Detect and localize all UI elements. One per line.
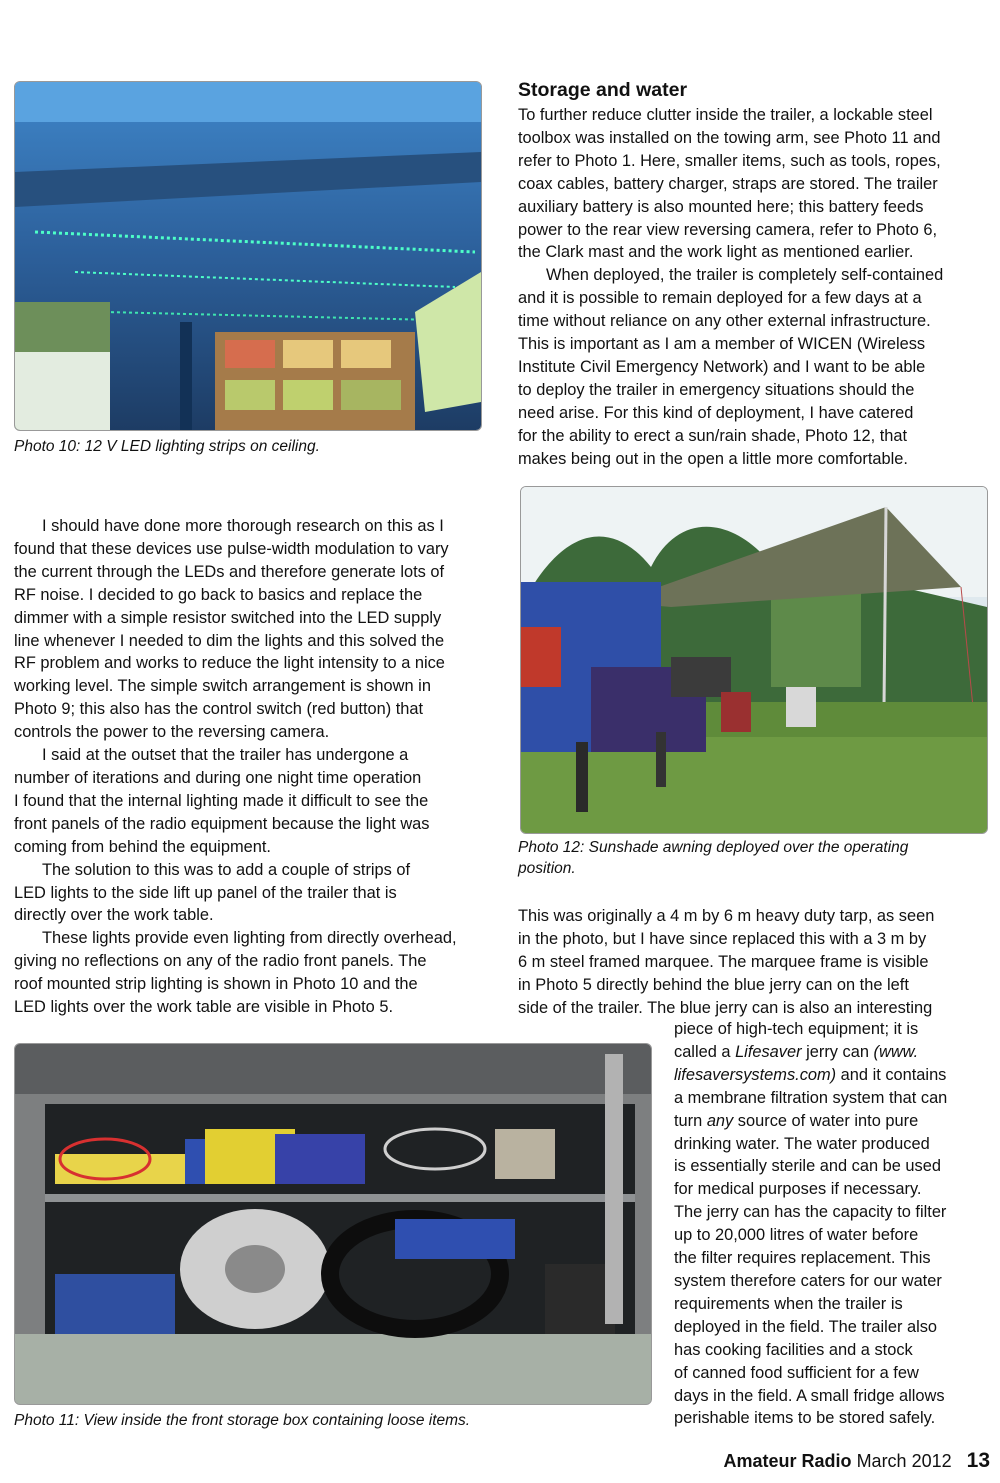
text-line: in Photo 5 directly behind the blue jerry can on the left (518, 975, 909, 994)
text-line: in the photo, but I have since replaced this with a 3 m by (518, 929, 927, 948)
url-lifesaversystems: lifesaversystems.com) (674, 1065, 837, 1084)
text-line: has cooking facilities and a stock (674, 1340, 913, 1359)
photo-12-caption (518, 837, 988, 879)
text-line: front panels of the radio equipment because the light was (14, 814, 430, 833)
text-line: directly over the work table. (14, 906, 214, 925)
text-line: need arise. For this kind of deployment, I have catered (518, 403, 914, 422)
text-line: requirements when the trailer is (674, 1294, 903, 1313)
text-fragment: source of water into pure (733, 1111, 919, 1130)
text-line: the filter requires replacement. This (674, 1249, 931, 1268)
text-fragment: and it contains (836, 1065, 947, 1084)
text-line: of canned food sufficient for a few (674, 1363, 919, 1382)
text-line: system therefore caters for our water (674, 1271, 942, 1290)
issue-date: March 2012 (856, 1451, 952, 1471)
text-line: found that these devices use pulse-width modulation to vary (14, 539, 449, 558)
text-line: coax cables, battery charger, straps are stored. The trailer (518, 174, 938, 193)
text-line: dimmer with a simple resistor switched into the LED supply (14, 608, 442, 627)
text-line: makes being out in the open a little more comfortable. (518, 449, 908, 468)
text-line: I found that the internal lighting made it difficult to see the (14, 791, 429, 810)
text-line: time without reliance on any other external infrastructure. (518, 312, 931, 331)
text-line: number of iterations and during one night time operation (14, 768, 422, 787)
narrow-column-text (674, 1018, 990, 1430)
emphasis-any: any (706, 1111, 734, 1130)
caption-line: Photo 12: Sunshade awning deployed over the operating (518, 839, 909, 856)
text-line: coming from behind the equipment. (14, 837, 271, 856)
text-line: the Clark mast and the work light as mentioned earlier. (518, 243, 914, 262)
text-fragment: turn (674, 1111, 707, 1130)
storage-section-text (518, 104, 990, 471)
text-fragment: jerry can (801, 1042, 874, 1061)
text-line: Institute Civil Emergency Network) and I want to be able (518, 357, 926, 376)
text-line: for medical purposes if necessary. (674, 1180, 922, 1199)
text-line: working level. The simple switch arrangement is shown in (14, 677, 431, 696)
text-line: and it is possible to remain deployed for a few days at a (518, 289, 922, 308)
text-line: These lights provide even lighting from directly overhead, (42, 929, 457, 948)
left-column-text (14, 515, 488, 1019)
text-line: When deployed, the trailer is completely self-contained (546, 266, 944, 285)
page-number: 13 (966, 1449, 990, 1472)
text-line: The jerry can has the capacity to filter (674, 1203, 947, 1222)
text-line-any (674, 1110, 990, 1133)
text-line: controls the power to the reversing camera. (14, 723, 330, 742)
text-line: To further reduce clutter inside the trailer, a lockable steel (518, 106, 933, 124)
right-lower-text (518, 905, 990, 1020)
text-line: RF problem and works to reduce the light intensity to a nice (14, 654, 445, 673)
page-footer (724, 1449, 990, 1473)
text-line: for the ability to erect a sun/rain shade, Photo 12, that (518, 426, 908, 445)
text-line-url (674, 1064, 990, 1087)
text-line: The solution to this was to add a couple of strips of (42, 860, 411, 879)
text-line: LED lights over the work table are visible in Photo 5. (14, 998, 394, 1017)
text-line: piece of high-tech equipment; it is (674, 1020, 919, 1038)
text-line: up to 20,000 litres of water before (674, 1226, 919, 1245)
text-line: roof mounted strip lighting is shown in Photo 10 and the (14, 975, 418, 994)
publication-name: Amateur Radio (723, 1451, 852, 1471)
text-line: LED lights to the side lift up panel of the trailer that is (14, 883, 397, 902)
photo-11-caption: Photo 11: View inside the front storage box containing loose items. (14, 1412, 471, 1429)
text-line: auxiliary battery is also mounted here; this battery feeds (518, 197, 924, 216)
text-line-lifesaver (674, 1041, 990, 1064)
text-line: giving no reflections on any of the radio front panels. The (14, 952, 427, 971)
section-heading-storage-and-water: Storage and water (518, 79, 688, 101)
text-line: I should have done more thorough research on this as I (42, 517, 444, 535)
photo-12-sunshade-awning (520, 486, 988, 834)
text-line: This is important as I am a member of WICEN (Wireless (518, 335, 926, 354)
text-line: This was originally a 4 m by 6 m heavy duty tarp, as seen (518, 907, 935, 925)
photo-11-storage-box (14, 1043, 652, 1405)
text-line: line whenever I needed to dim the lights and this solved the (14, 631, 445, 650)
text-line: Photo 9; this also has the control switch (red button) that (14, 700, 424, 719)
photo-10-led-ceiling (14, 81, 482, 431)
text-fragment: called a (674, 1042, 736, 1061)
text-line: perishable items to be stored safely. (674, 1409, 936, 1428)
text-line: a membrane filtration system that can (674, 1088, 948, 1107)
text-line: to deploy the trailer in emergency situations should the (518, 380, 915, 399)
text-line: 6 m steel framed marquee. The marquee frame is visible (518, 952, 929, 971)
text-line: days in the field. A small fridge allows (674, 1386, 945, 1405)
text-line: deployed in the field. The trailer also (674, 1317, 938, 1336)
text-line: I said at the outset that the trailer has undergone a (42, 746, 409, 765)
caption-line: position. (518, 860, 576, 877)
text-line: power to the rear view reversing camera, refer to Photo 6, (518, 220, 938, 239)
product-name-lifesaver: Lifesaver (735, 1042, 802, 1061)
text-line: refer to Photo 1. Here, smaller items, such as tools, ropes, (518, 151, 941, 170)
text-line: is essentially sterile and can be used (674, 1157, 941, 1176)
photo-10-caption: Photo 10: 12 V LED lighting strips on ceiling. (14, 438, 320, 455)
text-line: the current through the LEDs and therefore generate lots of (14, 562, 445, 581)
text-line: side of the trailer. The blue jerry can is also an interesting (518, 998, 933, 1017)
text-line: toolbox was installed on the towing arm, see Photo 11 and (518, 128, 941, 147)
text-line: RF noise. I decided to go back to basics and replace the (14, 585, 423, 604)
url-fragment: (www. (873, 1042, 919, 1061)
text-line: drinking water. The water produced (674, 1134, 930, 1153)
